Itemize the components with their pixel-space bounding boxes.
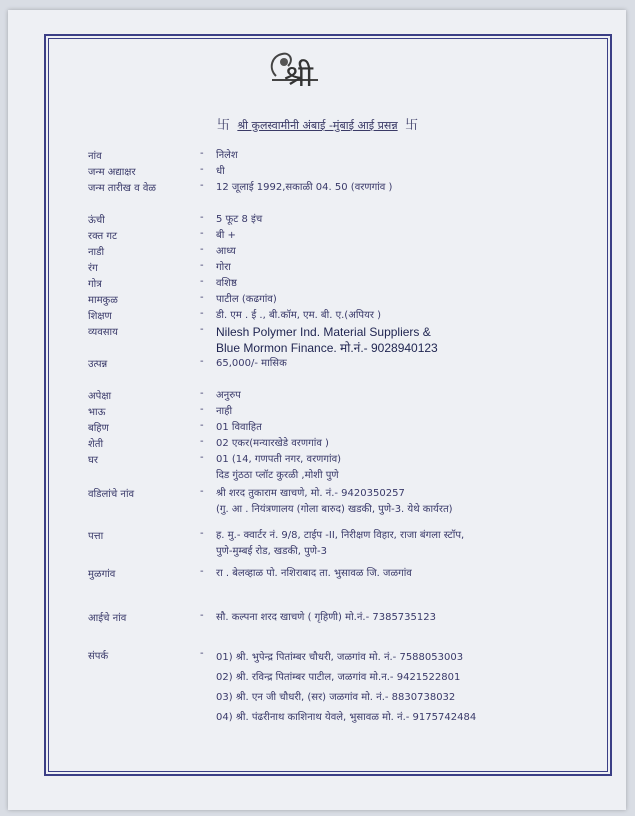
field-label: बहिण xyxy=(88,423,109,434)
field-value xyxy=(216,452,596,484)
separator-dash: - xyxy=(200,324,204,335)
field-label: व्यवसाय xyxy=(88,327,118,338)
value-line: निलेश xyxy=(216,150,238,161)
separator-dash: - xyxy=(200,148,204,159)
separator-dash: - xyxy=(200,212,204,223)
value-line: 65,000/- मासिक xyxy=(216,358,287,369)
swastika-right-icon: 卐 xyxy=(405,118,419,133)
value-line: नाही xyxy=(216,406,233,417)
field-label: संपर्क xyxy=(88,651,109,662)
field-value xyxy=(216,436,596,452)
field-label: शिक्षण xyxy=(88,311,112,322)
field-label: ऊंची xyxy=(88,215,105,226)
separator-dash: - xyxy=(200,308,204,319)
value-line: बी + xyxy=(216,230,236,241)
field-label: घर xyxy=(88,455,98,466)
value-line: 5 फूट 8 इंच xyxy=(216,214,263,225)
value-line: 12 जूलाई 1992,सकाळी 04. 50 (वरणगांव ) xyxy=(216,182,393,193)
field-label: वडिलांचे नांव xyxy=(88,489,135,500)
field-value xyxy=(216,356,596,372)
separator-dash: - xyxy=(200,292,204,303)
heading-text: श्री कुलस्वामीनी अंबाई -मुंबाई आई प्रसन्न xyxy=(237,119,398,132)
value-line: 01) श्री. भुपेन्द्र पितांम्बर चौधरी, जळगांव मो. नं.- 7588053003 xyxy=(216,652,464,663)
field-value xyxy=(216,388,596,404)
field-label: नांव xyxy=(88,151,102,162)
separator-dash: - xyxy=(200,404,204,415)
separator-dash: - xyxy=(200,452,204,463)
value-line: वशिष्ठ xyxy=(216,278,237,289)
field-label: पत्ता xyxy=(88,531,104,542)
field-label: जन्म अद्याक्षर xyxy=(88,167,136,178)
field-label: रक्त गट xyxy=(88,231,117,242)
field-value xyxy=(216,648,596,728)
value-line: अनुरुप xyxy=(216,390,241,401)
value-line: श्री शरद तुकाराम खाचणे, मो. नं.- 9420350257 xyxy=(216,488,405,499)
value-line: 01 विवाहित xyxy=(216,422,262,433)
separator-dash: - xyxy=(200,260,204,271)
separator-dash: - xyxy=(200,648,204,659)
field-value xyxy=(216,324,596,356)
field-value xyxy=(216,420,596,436)
value-line: ह. मु.- क्वार्टर नं. 9/8, टाईप -II, निरीक्षण विहार, राजा बंगला स्टॉप, xyxy=(216,530,465,541)
field-value xyxy=(216,228,596,244)
value-line: (गु. आ . नियंत्रणालय (गोला बारुद) खडकी, पुणे-3. येथे कार्यरत) xyxy=(216,504,453,515)
field-label: अपेक्षा xyxy=(88,391,112,402)
field-label: शेती xyxy=(88,439,104,450)
value-line: 02 एकर(मन्यारखेडे वरणगांव ) xyxy=(216,438,329,449)
value-line: सौ. कल्पना शरद खाचणे ( गृहिणी) मो.नं.- 7385735123 xyxy=(216,612,436,623)
swastika-left-icon: 卐 xyxy=(216,118,230,133)
value-line: डी. एम . ई ., बी.कॉम, एम. बी. ए.(अपियर ) xyxy=(216,310,382,321)
separator-dash: - xyxy=(200,436,204,447)
value-line: Blue Mormon Finance. मो.नं.- 9028940123 xyxy=(216,341,438,355)
separator-dash: - xyxy=(200,566,204,577)
field-value xyxy=(216,292,596,308)
field-value xyxy=(216,148,596,164)
blessing-heading xyxy=(0,114,635,133)
separator-dash: - xyxy=(200,528,204,539)
field-value xyxy=(216,212,596,228)
separator-dash: - xyxy=(200,228,204,239)
value-line: पाटील (कढगांव) xyxy=(216,294,277,305)
field-label: रंग xyxy=(88,263,98,274)
separator-dash: - xyxy=(200,276,204,287)
field-value xyxy=(216,276,596,292)
value-line: Nilesh Polymer Ind. Material Suppliers & xyxy=(216,325,431,339)
separator-dash: - xyxy=(200,244,204,255)
field-label: उत्पन्न xyxy=(88,359,108,370)
value-line: पुणे-मुम्बई रोड, खडकी, पुणे-3 xyxy=(216,546,327,557)
separator-dash: - xyxy=(200,388,204,399)
separator-dash: - xyxy=(200,420,204,431)
field-value xyxy=(216,566,596,582)
value-line: 03) श्री. एन जी चौधरी, (सर) जळगांव मो. नं.- 8830738032 xyxy=(216,692,456,703)
value-line: 02) श्री. रविन्द्र पितांम्बर पाटील, जळगांव मो.न.- 9421522801 xyxy=(216,672,461,683)
value-line: दिड गुंठठा प्लॉट कुरळी ,मोशी पुणे xyxy=(216,470,339,481)
field-label: गोत्र xyxy=(88,279,102,290)
value-line: रा . बेलव्हाळ पो. नशिराबाद ता. भुसावळ जि. जळगांव xyxy=(216,568,412,579)
separator-dash: - xyxy=(200,180,204,191)
emblem-text: श्री xyxy=(284,59,314,94)
field-value xyxy=(216,528,596,560)
separator-dash: - xyxy=(200,486,204,497)
separator-dash: - xyxy=(200,356,204,367)
value-line: गोरा xyxy=(216,262,231,273)
separator-dash: - xyxy=(200,164,204,175)
field-value xyxy=(216,610,596,626)
field-value xyxy=(216,486,596,518)
value-line: आध्य xyxy=(216,246,236,257)
value-line: धी xyxy=(216,166,225,177)
field-label: भाऊ xyxy=(88,407,106,418)
field-label: जन्म तारीख व वेळ xyxy=(88,183,156,194)
field-label: मामकुळ xyxy=(88,295,118,306)
field-value xyxy=(216,308,596,324)
field-value xyxy=(216,244,596,260)
field-label: आईचे नांव xyxy=(88,613,127,624)
field-label: नाडी xyxy=(88,247,105,258)
value-line: 01 (14, गणपती नगर, वरणगांव) xyxy=(216,454,342,465)
shree-emblem xyxy=(262,40,328,100)
field-value xyxy=(216,404,596,420)
field-value xyxy=(216,260,596,276)
separator-dash: - xyxy=(200,610,204,621)
field-value xyxy=(216,164,596,180)
field-value xyxy=(216,180,596,196)
field-label: मुळगांव xyxy=(88,569,116,580)
value-line: 04) श्री. पंढरीनाथ काशिनाथ येवले, भुसावळ मो. नं.- 9175742484 xyxy=(216,712,477,723)
